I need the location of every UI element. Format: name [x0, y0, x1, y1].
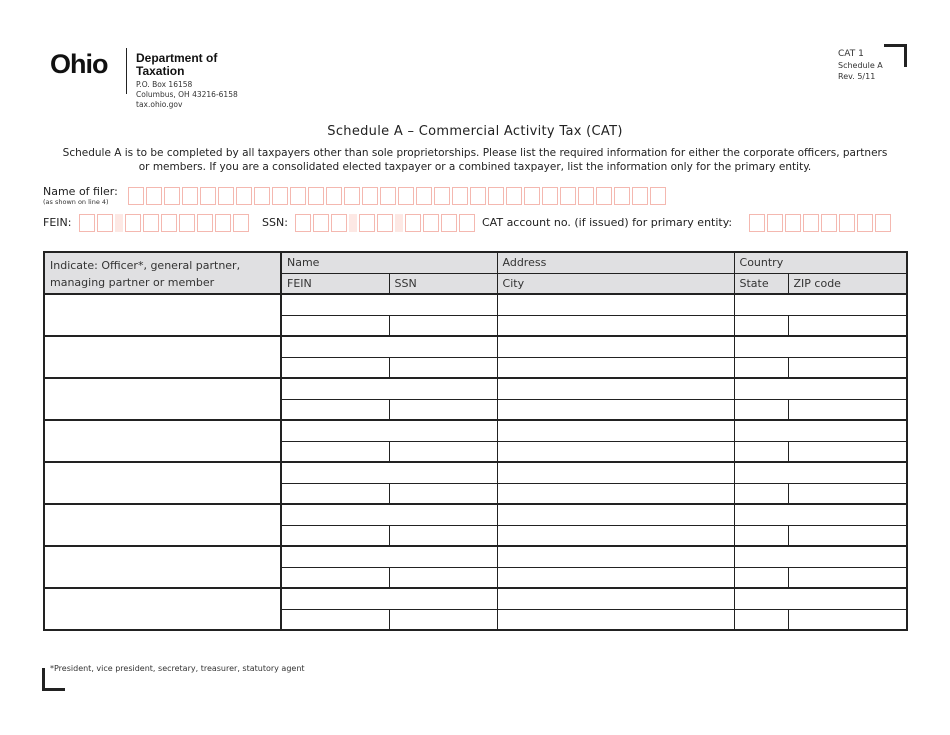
entry-name-cell[interactable] [281, 546, 497, 567]
ssn-label: SSN: [262, 216, 288, 229]
ssn-header: SSN [389, 273, 497, 294]
entry-ssn-cell[interactable] [389, 483, 497, 504]
entry-country-cell[interactable] [734, 546, 907, 567]
entry-address-cell[interactable] [497, 546, 734, 567]
name-char-box[interactable] [290, 187, 306, 205]
name-char-box[interactable] [434, 187, 450, 205]
name-char-box[interactable] [650, 187, 666, 205]
entry-name-cell[interactable] [281, 504, 497, 525]
entry-zip-cell[interactable] [788, 609, 907, 630]
entry-country-cell[interactable] [734, 588, 907, 609]
entry-address-cell[interactable] [497, 504, 734, 525]
entry-address-cell[interactable] [497, 336, 734, 357]
ssn-digit-box[interactable] [377, 214, 393, 232]
entry-ssn-cell[interactable] [389, 315, 497, 336]
cat-digit-box[interactable] [803, 214, 819, 232]
entry-ssn-cell[interactable] [389, 525, 497, 546]
table-header-row-1 [44, 252, 907, 273]
entry-name-cell[interactable] [281, 462, 497, 483]
logo-divider [126, 48, 127, 94]
entry-address-cell[interactable] [497, 378, 734, 399]
ssn-digit-box[interactable] [359, 214, 375, 232]
name-char-box[interactable] [164, 187, 180, 205]
entry-name-cell[interactable] [281, 378, 497, 399]
name-label-block [43, 185, 118, 206]
name-char-box[interactable] [380, 187, 396, 205]
city-header: City [497, 273, 734, 294]
cat-digit-box[interactable] [839, 214, 855, 232]
entry-row [44, 504, 907, 525]
entry-state-cell[interactable] [734, 315, 788, 336]
name-char-box[interactable] [128, 187, 144, 205]
entry-country-cell[interactable] [734, 462, 907, 483]
entry-name-cell[interactable] [281, 420, 497, 441]
cat-digit-box[interactable] [749, 214, 765, 232]
entry-fein-cell[interactable] [281, 525, 389, 546]
corner-mark-bottom-left [42, 668, 65, 691]
name-char-box[interactable] [182, 187, 198, 205]
fein-digit-box[interactable] [79, 214, 95, 232]
address-header: Address [497, 252, 734, 273]
entry-address-cell[interactable] [497, 462, 734, 483]
form-schedule: Schedule A [838, 61, 883, 70]
entry-address-cell[interactable] [497, 588, 734, 609]
cat-account-input[interactable] [749, 214, 893, 232]
name-of-filer-input[interactable] [128, 187, 668, 205]
ssn-digit-box[interactable] [441, 214, 457, 232]
entry-state-cell[interactable] [734, 357, 788, 378]
entry-indicate-cell[interactable] [44, 336, 281, 378]
name-char-box[interactable] [344, 187, 360, 205]
entry-zip-cell[interactable] [788, 483, 907, 504]
fein-digit-box[interactable] [215, 214, 231, 232]
name-char-box[interactable] [200, 187, 216, 205]
entry-indicate-cell[interactable] [44, 462, 281, 504]
entry-ssn-cell[interactable] [389, 567, 497, 588]
entry-zip-cell[interactable] [788, 525, 907, 546]
entry-country-cell[interactable] [734, 294, 907, 315]
name-of-filer-label: Name of filer: [43, 185, 118, 198]
entry-city-cell[interactable] [497, 525, 734, 546]
name-char-box[interactable] [614, 187, 630, 205]
corner-mark-top-right [884, 44, 907, 67]
entry-fein-cell[interactable] [281, 483, 389, 504]
entry-state-cell[interactable] [734, 441, 788, 462]
fein-header: FEIN [281, 273, 389, 294]
entry-city-cell[interactable] [497, 441, 734, 462]
cat-digit-box[interactable] [875, 214, 891, 232]
entry-zip-cell[interactable] [788, 315, 907, 336]
name-char-box[interactable] [398, 187, 414, 205]
fein-digit-box[interactable] [97, 214, 113, 232]
fein-digit-box[interactable] [179, 214, 195, 232]
entry-indicate-cell[interactable] [44, 546, 281, 588]
form-id [838, 49, 883, 82]
name-char-box[interactable] [416, 187, 432, 205]
page-title: Schedule A – Commercial Activity Tax (CAT) [327, 124, 623, 139]
addr-line3: tax.ohio.gov [136, 100, 183, 109]
ssn-digit-box[interactable] [423, 214, 439, 232]
entry-ssn-cell[interactable] [389, 357, 497, 378]
instructions: Schedule A is to be completed by all taxpayers other than sole proprietorships. Please list the required information for either the corporate officers, partners or members. If you are a consolidated elected taxpayer or a combined taxpayer, list the information only for the primary entity. [62, 147, 888, 173]
name-char-box[interactable] [596, 187, 612, 205]
fein-input[interactable] [79, 214, 251, 232]
ssn-digit-box[interactable] [459, 214, 475, 232]
cat-digit-box[interactable] [785, 214, 801, 232]
entry-fein-cell[interactable] [281, 399, 389, 420]
fein-digit-box[interactable] [161, 214, 177, 232]
entry-row [44, 588, 907, 609]
ssn-digit-box[interactable] [295, 214, 311, 232]
name-char-box[interactable] [218, 187, 234, 205]
name-char-box[interactable] [326, 187, 342, 205]
cat-digit-box[interactable] [767, 214, 783, 232]
entry-country-cell[interactable] [734, 504, 907, 525]
fein-label: FEIN: [43, 216, 72, 229]
name-char-box[interactable] [578, 187, 594, 205]
cat-digit-box[interactable] [821, 214, 837, 232]
addr-line2: Columbus, OH 43216-6158 [136, 90, 238, 99]
entry-country-cell[interactable] [734, 420, 907, 441]
entry-indicate-cell[interactable] [44, 420, 281, 462]
entry-country-cell[interactable] [734, 378, 907, 399]
name-char-box[interactable] [506, 187, 522, 205]
entry-zip-cell[interactable] [788, 399, 907, 420]
entry-row [44, 378, 907, 399]
name-char-box[interactable] [488, 187, 504, 205]
entry-name-cell[interactable] [281, 336, 497, 357]
fein-digit-box[interactable] [143, 214, 159, 232]
entry-row [44, 546, 907, 567]
indicate-header: Indicate: Officer*, general partner, managing partner or member [44, 252, 281, 294]
ssn-digit-separator [349, 214, 357, 232]
cat-digit-box[interactable] [857, 214, 873, 232]
entry-zip-cell[interactable] [788, 357, 907, 378]
entry-ssn-cell[interactable] [389, 441, 497, 462]
ssn-digit-box[interactable] [331, 214, 347, 232]
entry-state-cell[interactable] [734, 525, 788, 546]
entry-row [44, 336, 907, 357]
entry-fein-cell[interactable] [281, 609, 389, 630]
entry-fein-cell[interactable] [281, 357, 389, 378]
state-header: State [734, 273, 788, 294]
entry-city-cell[interactable] [497, 315, 734, 336]
name-char-box[interactable] [272, 187, 288, 205]
name-char-box[interactable] [560, 187, 576, 205]
department-name [136, 52, 217, 78]
entry-zip-cell[interactable] [788, 567, 907, 588]
entry-indicate-cell[interactable] [44, 378, 281, 420]
department-address [136, 80, 238, 110]
entry-state-cell[interactable] [734, 483, 788, 504]
zip-header: ZIP code [788, 273, 907, 294]
entry-city-cell[interactable] [497, 357, 734, 378]
entry-ssn-cell[interactable] [389, 609, 497, 630]
entry-address-cell[interactable] [497, 420, 734, 441]
name-char-box[interactable] [542, 187, 558, 205]
name-char-box[interactable] [254, 187, 270, 205]
country-header: Country [734, 252, 907, 273]
entry-country-cell[interactable] [734, 336, 907, 357]
entry-indicate-cell[interactable] [44, 294, 281, 336]
entry-name-cell[interactable] [281, 588, 497, 609]
name-char-box[interactable] [146, 187, 162, 205]
dept-line1: Department of [136, 51, 218, 65]
entry-zip-cell[interactable] [788, 441, 907, 462]
entry-state-cell[interactable] [734, 609, 788, 630]
dept-line2: Taxation [136, 64, 185, 78]
entry-state-cell[interactable] [734, 567, 788, 588]
fein-digit-box[interactable] [125, 214, 141, 232]
entry-row [44, 420, 907, 441]
entry-fein-cell[interactable] [281, 567, 389, 588]
ohio-logo: Ohio [50, 49, 108, 79]
entry-row [44, 294, 907, 315]
entry-fein-cell[interactable] [281, 315, 389, 336]
ssn-input[interactable] [295, 214, 477, 232]
entry-indicate-cell[interactable] [44, 588, 281, 630]
addr-line1: P.O. Box 16158 [136, 80, 193, 89]
entry-city-cell[interactable] [497, 609, 734, 630]
name-char-box[interactable] [470, 187, 486, 205]
name-char-box[interactable] [236, 187, 252, 205]
entry-ssn-cell[interactable] [389, 399, 497, 420]
entry-fein-cell[interactable] [281, 441, 389, 462]
entry-state-cell[interactable] [734, 399, 788, 420]
name-char-box[interactable] [632, 187, 648, 205]
name-header: Name [281, 252, 497, 273]
footnote: *President, vice president, secretary, treasurer, statutory agent [50, 664, 305, 673]
entity-table [43, 251, 908, 631]
cat-account-label: CAT account no. (if issued) for primary entity: [482, 216, 733, 229]
entry-city-cell[interactable] [497, 399, 734, 420]
name-char-box[interactable] [308, 187, 324, 205]
entry-city-cell[interactable] [497, 483, 734, 504]
form-rev: Rev. 5/11 [838, 72, 876, 81]
ssn-digit-box[interactable] [313, 214, 329, 232]
entry-indicate-cell[interactable] [44, 504, 281, 546]
entry-name-cell[interactable] [281, 294, 497, 315]
name-char-box[interactable] [452, 187, 468, 205]
entry-city-cell[interactable] [497, 567, 734, 588]
ssn-digit-separator [395, 214, 403, 232]
name-char-box[interactable] [524, 187, 540, 205]
ssn-digit-box[interactable] [405, 214, 421, 232]
fein-digit-box[interactable] [197, 214, 213, 232]
fein-digit-separator [115, 214, 123, 232]
name-char-box[interactable] [362, 187, 378, 205]
name-of-filer-sublabel: (as shown on line 4) [43, 198, 109, 206]
entry-address-cell[interactable] [497, 294, 734, 315]
fein-digit-box[interactable] [233, 214, 249, 232]
form-code: CAT 1 [838, 49, 864, 59]
entry-row [44, 462, 907, 483]
